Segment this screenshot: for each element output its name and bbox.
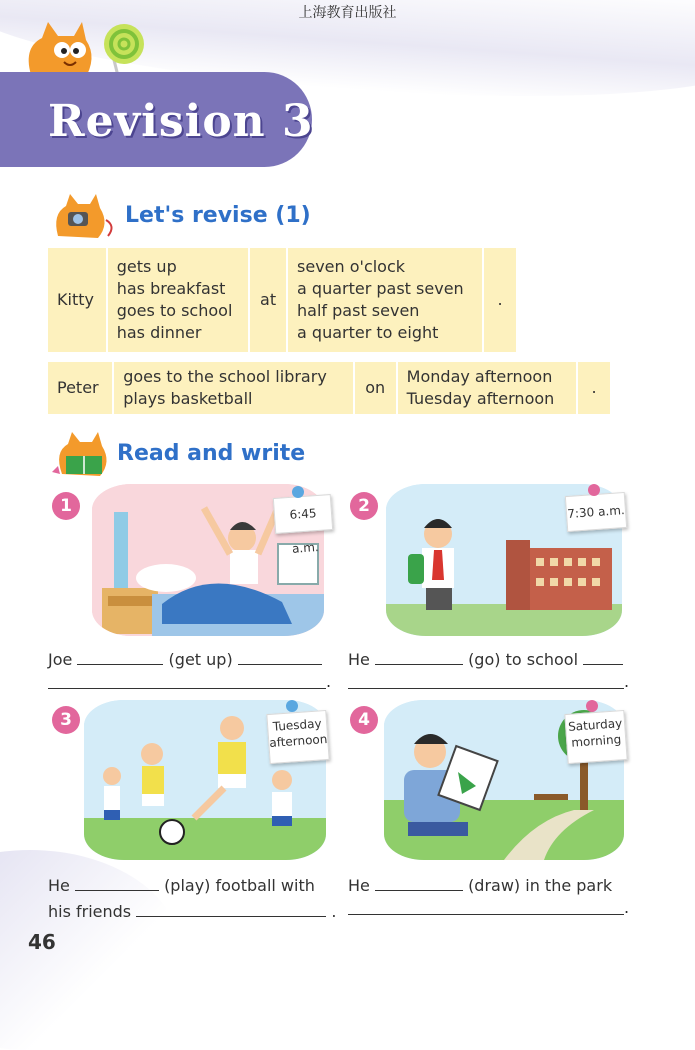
- end-mark: .: [624, 672, 630, 691]
- answer-blank[interactable]: [77, 648, 163, 665]
- push-pin-icon: [588, 484, 600, 496]
- exercise-sentence: [48, 648, 322, 669]
- sentence-subject: Joe: [48, 650, 73, 669]
- note-text: Saturday: [567, 716, 623, 734]
- note-text: 6:45 a.m.: [289, 506, 320, 556]
- table-time-item: half past seven: [297, 301, 420, 320]
- sentence-continuation: his friends: [48, 902, 132, 921]
- table-time-item: Monday afternoon: [406, 367, 553, 386]
- table-action-item: gets up: [116, 257, 177, 276]
- section-title-read-and-write: Read and write: [117, 441, 306, 466]
- table-preposition: at: [249, 248, 287, 352]
- section-title-lets-revise: Let's revise (1): [125, 203, 311, 228]
- exercise-number-badge: 3: [52, 706, 80, 734]
- time-note: [266, 710, 329, 764]
- pattern-table-peter: [48, 362, 610, 414]
- note-text: afternoon: [268, 731, 328, 750]
- table-actions: [107, 248, 249, 352]
- table-action-item: plays basketball: [123, 389, 253, 408]
- cat-reading-icon: [50, 428, 116, 478]
- answer-line[interactable]: [348, 688, 624, 689]
- sentence-prompt: (get up): [168, 650, 233, 669]
- table-times: [397, 362, 577, 414]
- page-number: 46: [28, 930, 56, 954]
- time-note: [273, 494, 333, 556]
- time-note: [564, 710, 627, 764]
- unit-title: Revision 3: [48, 96, 314, 147]
- sentence-subject: He: [348, 876, 370, 895]
- exercise-number-badge: 4: [350, 706, 378, 734]
- sentence-prompt: (draw) in the park: [468, 876, 613, 895]
- answer-line[interactable]: [348, 914, 624, 915]
- table-action-item: goes to the school library: [123, 367, 327, 386]
- table-time-item: a quarter past seven: [297, 279, 464, 298]
- note-text: morning: [570, 732, 622, 750]
- table-end-mark: .: [591, 378, 597, 397]
- table-subject: Peter: [48, 362, 113, 414]
- note-text: 7:30 a.m.: [566, 503, 626, 521]
- push-pin-icon: [286, 700, 298, 712]
- table-preposition: on: [354, 362, 397, 414]
- table-actions: [113, 362, 354, 414]
- answer-blank[interactable]: [375, 874, 463, 891]
- table-subject: Kitty: [48, 248, 107, 352]
- table-action-item: has dinner: [116, 323, 202, 342]
- end-mark: .: [331, 902, 337, 921]
- table-times: [287, 248, 483, 352]
- answer-blank[interactable]: [136, 900, 326, 917]
- exercise-sentence: [348, 874, 612, 895]
- publisher-name: 上海教育出版社: [298, 5, 397, 21]
- sentence-subject: He: [48, 876, 70, 895]
- sentence-prompt: (go) to school: [468, 650, 579, 669]
- exercise-number-badge: 1: [52, 492, 80, 520]
- answer-blank[interactable]: [583, 648, 623, 665]
- exercise-sentence: [348, 648, 623, 669]
- sentence-prompt: (play) football with: [164, 876, 315, 895]
- time-note: [565, 492, 627, 532]
- answer-line[interactable]: [48, 688, 326, 689]
- exercise-number-badge: 2: [350, 492, 378, 520]
- table-action-item: has breakfast: [116, 279, 226, 298]
- sentence-subject: He: [348, 650, 370, 669]
- answer-blank[interactable]: [75, 874, 159, 891]
- end-mark: .: [326, 672, 332, 691]
- note-text: Tuesday: [272, 716, 322, 734]
- cat-camera-icon: [50, 190, 120, 240]
- pattern-table-kitty: [48, 248, 516, 352]
- table-time-item: Tuesday afternoon: [406, 389, 555, 408]
- answer-blank[interactable]: [375, 648, 463, 665]
- table-action-item: goes to school: [116, 301, 233, 320]
- push-pin-icon: [586, 700, 598, 712]
- table-end-mark: .: [497, 290, 503, 309]
- push-pin-icon: [292, 486, 304, 498]
- exercise-sentence-line2: [48, 900, 336, 921]
- table-time-item: a quarter to eight: [297, 323, 439, 342]
- end-mark: .: [624, 898, 630, 917]
- answer-blank[interactable]: [238, 648, 322, 665]
- table-time-item: seven o'clock: [297, 257, 406, 276]
- exercise-sentence: [48, 874, 315, 895]
